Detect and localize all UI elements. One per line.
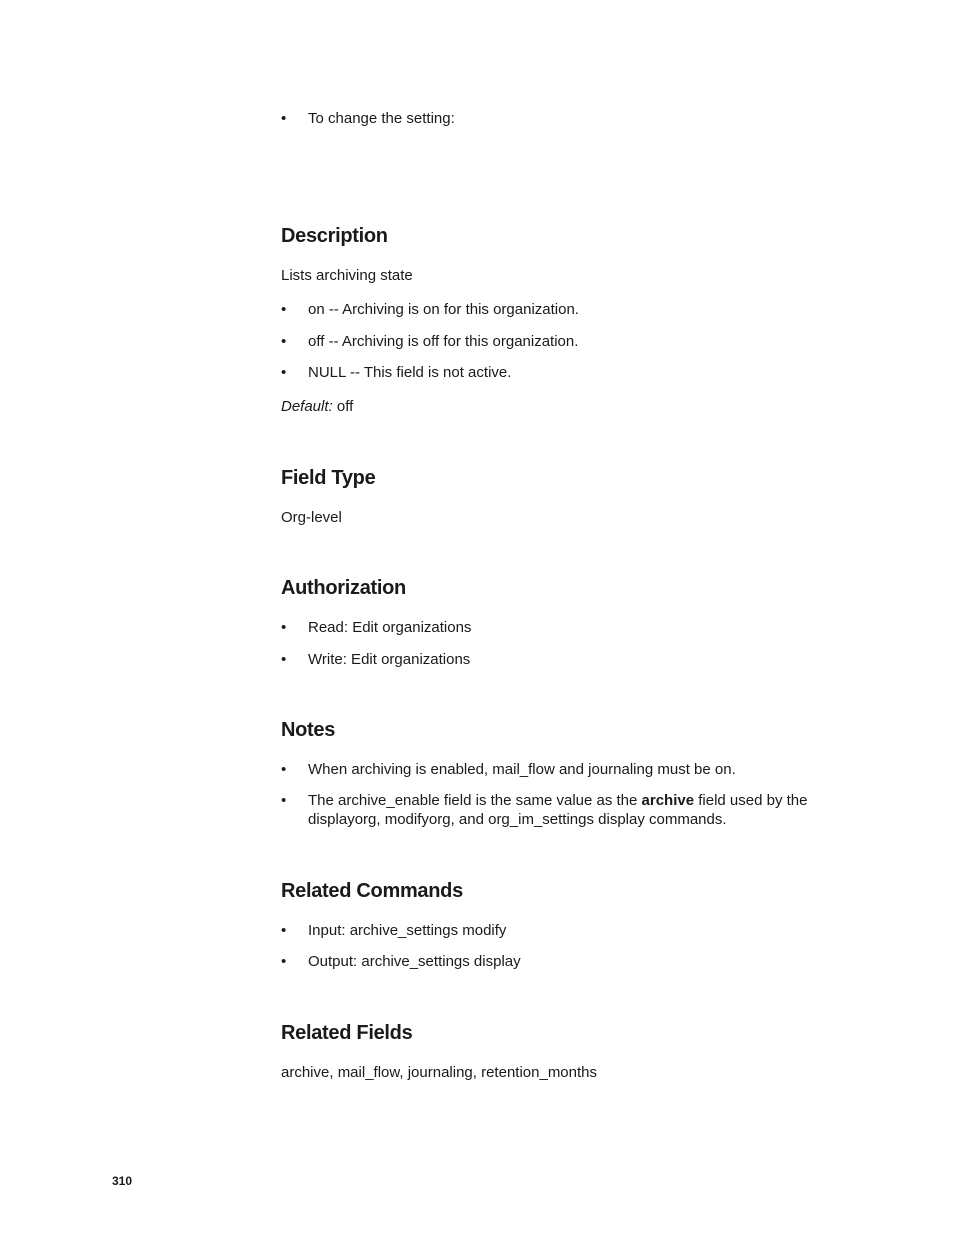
list-item-text: To change the setting: (308, 110, 455, 127)
list-item-text: Output: archive_settings display (308, 953, 521, 970)
bullet-icon: • (281, 110, 287, 127)
field-type-value: Org-level (281, 509, 342, 526)
list-item-text: Read: Edit organizations (308, 619, 472, 636)
section-heading-related-commands: Related Commands (281, 880, 463, 902)
section-heading-related-fields: Related Fields (281, 1022, 413, 1044)
default-value: off (336, 398, 354, 415)
section-heading-authorization: Authorization (281, 577, 406, 599)
default-label: Default: (281, 398, 333, 415)
bullet-icon: • (281, 333, 287, 350)
section-heading-notes: Notes (281, 719, 336, 741)
bullet-icon: • (281, 364, 287, 381)
list-item-text: Write: Edit organizations (308, 651, 471, 668)
section-heading-field-type: Field Type (281, 467, 376, 489)
list-item-text: off -- Archiving is off for this organization. (308, 333, 579, 350)
related-fields-value: archive, mail_flow, journaling, retention_months (281, 1064, 598, 1081)
list-item-text: NULL -- This field is not active. (308, 364, 512, 381)
list-item-text: Input: archive_settings modify (308, 922, 507, 939)
bullet-icon: • (281, 651, 287, 668)
default-line (281, 397, 353, 416)
bullet-icon: • (281, 953, 287, 970)
note-text-after: field used by the displayorg, modifyorg, and org_im_settings display commands. (308, 792, 808, 828)
bullet-icon: • (281, 792, 287, 809)
list-item-text: on -- Archiving is on for this organization. (308, 301, 579, 318)
bullet-icon: • (281, 301, 287, 318)
section-heading-description: Description (281, 225, 388, 247)
page-number: 310 (112, 1174, 133, 1188)
list-item-text: When archiving is enabled, mail_flow and journaling must be on. (308, 761, 736, 778)
bullet-icon: • (281, 761, 287, 778)
description-intro: Lists archiving state (281, 267, 413, 284)
note-text-before: The archive_enable field is the same value as the (308, 792, 642, 809)
note-text-bold: archive (641, 792, 695, 809)
bullet-icon: • (281, 922, 287, 939)
list-item-text (308, 791, 838, 829)
bullet-icon: • (281, 619, 287, 636)
